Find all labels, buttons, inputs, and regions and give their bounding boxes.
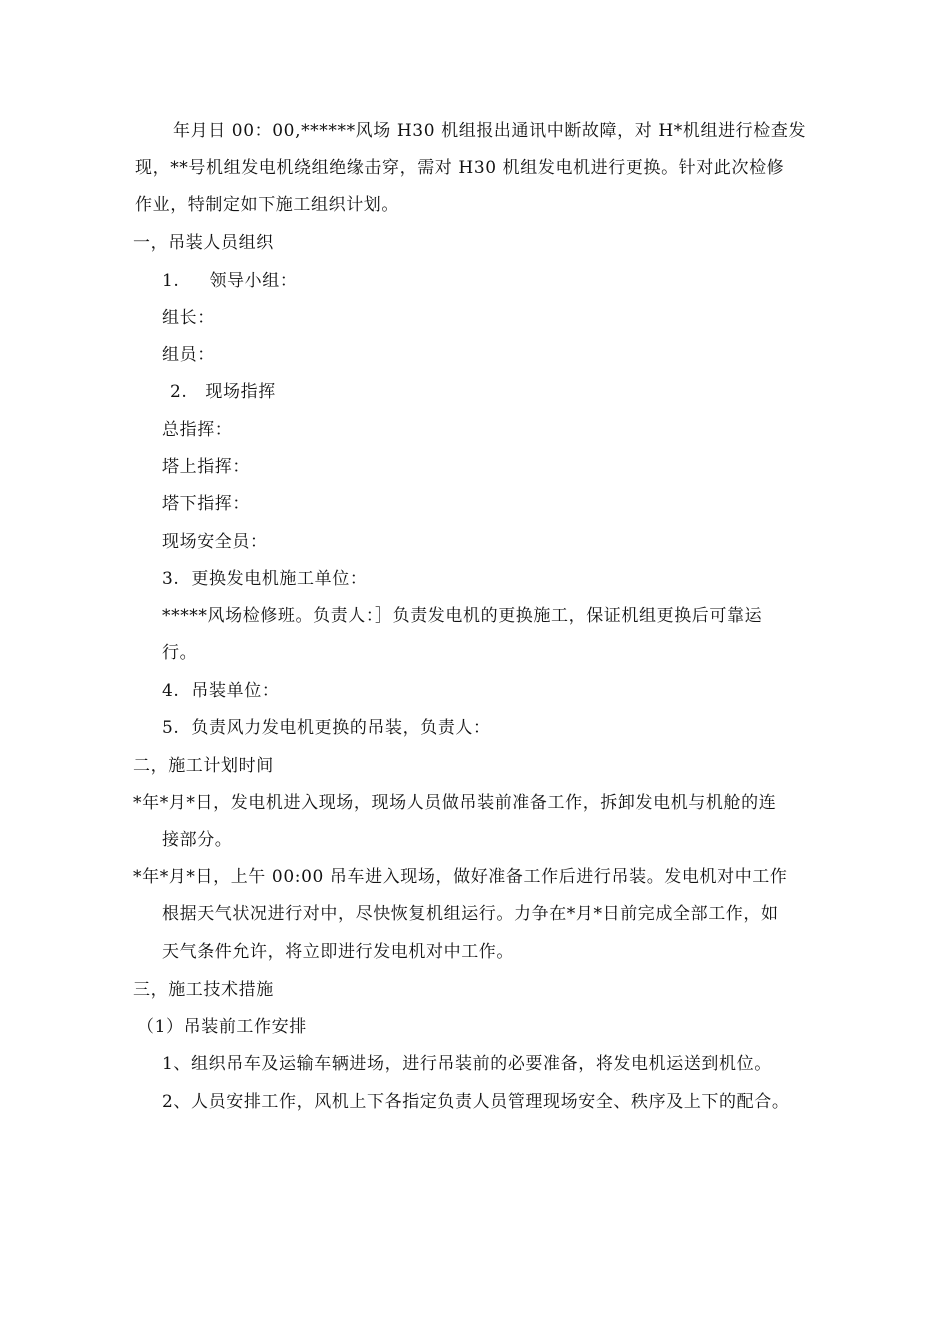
tower-bottom-commander-label: 塔下指挥： — [162, 494, 250, 514]
leader-label: 组长： — [162, 308, 215, 328]
schedule-paragraph-2-line-1: *年*月*日，上午 00:00 吊车进入现场，做好准备工作后进行吊装。发电机对中工作 — [133, 867, 788, 887]
section-2-heading: 二，施工计划时间 — [133, 756, 274, 776]
section-1-heading: 一，吊装人员组织 — [133, 233, 274, 253]
schedule-paragraph-1-line-1: *年*月*日，发电机进入现场，现场人员做吊装前准备工作，拆卸发电机与机舱的连 — [133, 793, 777, 813]
construction-unit-line-1: *****风场检修班。负责人：］负责发电机的更换施工，保证机组更换后可靠运 — [162, 606, 763, 626]
item-2-site-command: 2. 现场指挥 — [170, 382, 276, 402]
tower-top-commander-label: 塔上指挥： — [162, 457, 250, 477]
section-3-heading: 三，施工技术措施 — [133, 980, 274, 1000]
pre-lift-step-2: 2、人员安排工作，风机上下各指定负责人员管理现场安全、秩序及上下的配合。 — [162, 1092, 790, 1112]
subsection-1-heading: （1）吊装前工作安排 — [137, 1017, 307, 1037]
item-4-lifting-unit: 4. 吊装单位： — [162, 681, 280, 701]
chief-commander-label: 总指挥： — [162, 420, 233, 440]
site-safety-officer-label: 现场安全员： — [162, 532, 268, 552]
member-label: 组员： — [162, 345, 215, 365]
construction-unit-line-2: 行。 — [162, 643, 198, 663]
pre-lift-step-1: 1、组织吊车及运输车辆进场，进行吊装前的必要准备，将发电机运送到机位。 — [162, 1054, 772, 1074]
item-3-construction-unit: 3. 更换发电机施工单位： — [162, 569, 368, 589]
item-5-lifting-responsible: 5. 负责风力发电机更换的吊装，负责人： — [162, 718, 491, 738]
schedule-paragraph-1-line-2: 接部分。 — [162, 830, 233, 850]
intro-line-3: 作业，特制定如下施工组织计划。 — [135, 195, 399, 215]
intro-line-2: 现，**号机组发电机绕组绝缘击穿，需对 H30 机组发电机进行更换。针对此次检修 — [135, 158, 785, 178]
schedule-paragraph-2-line-2: 根据天气状况进行对中，尽快恢复机组运行。力争在*月*日前完成全部工作，如 — [162, 904, 779, 924]
schedule-paragraph-2-line-3: 天气条件允许，将立即进行发电机对中工作。 — [162, 942, 514, 962]
item-1-leadership-group: 1. 领导小组： — [162, 271, 298, 291]
intro-line-1: 年月日 00：00,******风场 H30 机组报出通讯中断故障，对 H*机组进行检查发 — [173, 121, 807, 141]
